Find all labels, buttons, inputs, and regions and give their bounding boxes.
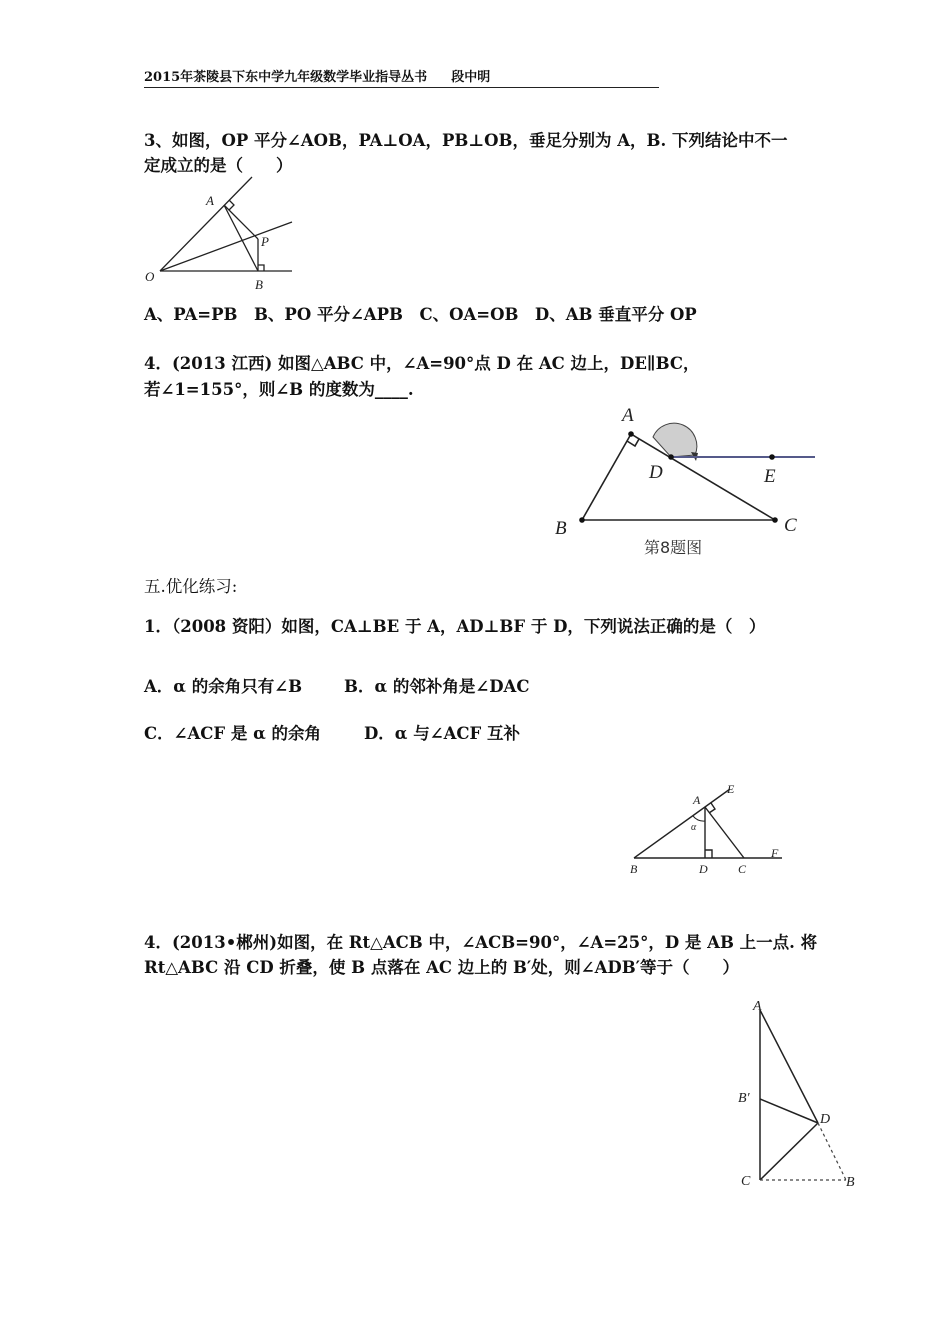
label-b-prime: B′ xyxy=(738,1091,750,1106)
q3-line1: 3、如图，OP 平分∠AOB，PA⊥OA，PB⊥OB，垂足分别为 A，B. 下列结论中不一 xyxy=(144,131,788,150)
label-a: A xyxy=(753,999,762,1014)
figure-caption: 第8题图 xyxy=(644,538,703,557)
label-p: P xyxy=(261,234,269,249)
p4-figure xyxy=(730,990,870,1200)
label-d: D xyxy=(699,862,708,876)
label-o: O xyxy=(145,269,155,284)
p1-option-c: C．∠ACF 是 α 的余角 xyxy=(144,724,322,743)
q4a-figure xyxy=(550,400,820,560)
p1-line1: 1．（2008 资阳）如图，CA⊥BE 于 A，AD⊥BF 于 D，下列说法正确的是（ ） xyxy=(144,617,766,636)
segment-b-prime-d xyxy=(760,1099,818,1123)
segment-ab xyxy=(224,205,258,271)
p4-line1: 4．(2013•郴州)如图，在 Rt△ACB 中，∠ACB=90°，∠A=25°，D 是 AB 上一点. 将 xyxy=(144,933,818,952)
header-author: 段中明 xyxy=(451,70,491,85)
label-d: D xyxy=(820,1112,831,1127)
section-heading: 五.优化练习: xyxy=(144,577,238,596)
label-a: A xyxy=(206,193,214,208)
label-a: A xyxy=(622,405,634,426)
p1-figure xyxy=(620,778,795,878)
right-angle-mark-d xyxy=(705,850,712,858)
segment-cd xyxy=(760,1123,818,1180)
p1-option-d: D．α 与∠ACF 互补 xyxy=(364,724,520,743)
label-alpha: α xyxy=(691,822,697,833)
label-b: B xyxy=(630,862,638,876)
label-f: F xyxy=(771,846,779,860)
label-e: E xyxy=(727,782,735,796)
right-angle-mark-a xyxy=(229,200,234,210)
right-angle-mark-a xyxy=(709,803,715,813)
label-d: D xyxy=(649,462,663,483)
segment-ad xyxy=(760,1010,818,1123)
label-b: B xyxy=(255,277,263,292)
label-c: C xyxy=(738,862,747,876)
q4a-line2: 若∠1=155°，则∠B 的度数为____. xyxy=(144,380,414,399)
label-e: E xyxy=(764,466,776,487)
dashed-db xyxy=(818,1123,846,1180)
ray-oa xyxy=(160,177,252,271)
label-b: B xyxy=(846,1175,855,1190)
label-b: B xyxy=(555,518,567,539)
q3-options: A、PA=PB B、PO 平分∠APB C、OA=OB D、AB 垂直平分 OP xyxy=(144,305,697,324)
label-c: C xyxy=(784,515,797,536)
alpha-arc xyxy=(693,816,705,821)
q4a-line1: 4．(2013 江西) 如图△ABC 中，∠A=90°点 D 在 AC 边上，DE∥BC， xyxy=(144,354,700,373)
right-angle-mark-a xyxy=(627,439,639,446)
side-ab xyxy=(582,434,631,520)
header-title: 2015年茶陵县下东中学九年级数学毕业指导丛书 xyxy=(144,70,428,85)
right-angle-mark-b xyxy=(258,265,264,271)
page-header xyxy=(144,66,659,88)
label-a: A xyxy=(693,793,701,807)
q3-line2: 定成立的是（ ） xyxy=(144,156,293,175)
p1-option-a: A．α 的余角只有∠B xyxy=(144,677,303,696)
q3-figure xyxy=(140,170,300,295)
p4-line2: Rt△ABC 沿 CD 折叠，使 B 点落在 AC 边上的 B′处，则∠ADB′等于（ ） xyxy=(144,958,740,977)
line-be xyxy=(634,789,730,858)
p1-option-b: B．α 的邻补角是∠DAC xyxy=(344,677,530,696)
ray-op xyxy=(160,222,292,271)
label-c: C xyxy=(741,1174,751,1189)
